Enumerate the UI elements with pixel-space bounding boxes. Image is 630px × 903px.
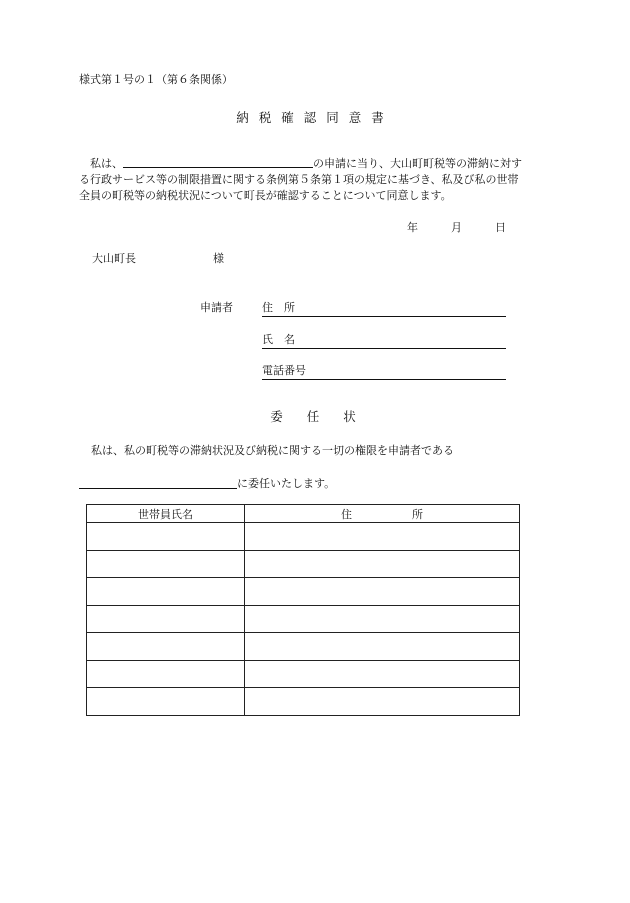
delegation-line xyxy=(79,475,335,491)
document-title: 納税確認同意書 xyxy=(236,110,394,125)
addressee-honorific: 様 xyxy=(213,252,224,265)
name-label: 氏 名 xyxy=(262,333,295,346)
date-year: 年 xyxy=(407,221,418,234)
member-name-cell[interactable] xyxy=(87,523,245,551)
member-name-cell[interactable] xyxy=(87,605,245,633)
consent-prefix: 私は、 xyxy=(90,157,123,170)
application-name-blank[interactable] xyxy=(123,156,313,168)
table-row xyxy=(87,633,520,661)
member-name-cell[interactable] xyxy=(87,660,245,688)
consent-suffix: の申請に当り、大山町町税等の滞納に対する行政サービス等の制限措置に関する条例第５条第１項の規定に基づき、私及び私の世帯全員の町税等の納税状況について町長が確認することについて同意します。 xyxy=(79,157,522,202)
applicant-phone-field[interactable] xyxy=(262,362,506,380)
member-name-cell[interactable] xyxy=(87,578,245,606)
delegation-text: 私は、私の町税等の滞納状況及び納税に関する一切の権限を申請者である xyxy=(91,444,454,457)
table-row xyxy=(87,688,520,716)
member-address-cell[interactable] xyxy=(245,660,520,688)
delegate-name-blank[interactable] xyxy=(79,475,237,489)
member-address-cell[interactable] xyxy=(245,605,520,633)
phone-label: 電話番号 xyxy=(262,364,306,377)
date-line xyxy=(0,219,506,235)
date-month: 月 xyxy=(451,221,462,234)
applicant-label: 申請者 xyxy=(200,301,233,314)
address-label: 住 所 xyxy=(262,301,295,314)
member-name-cell[interactable] xyxy=(87,550,245,578)
member-address-cell[interactable] xyxy=(245,578,520,606)
applicant-address-field[interactable] xyxy=(262,299,506,317)
table-row xyxy=(87,660,520,688)
applicant-name-field[interactable] xyxy=(262,331,506,349)
delegation-suffix: に委任いたします。 xyxy=(237,477,336,490)
member-address-cell[interactable] xyxy=(245,633,520,661)
household-members-table xyxy=(86,504,520,716)
table-row xyxy=(87,550,520,578)
delegation-title: 委任状 xyxy=(270,409,380,424)
member-name-header: 世帯員氏名 xyxy=(87,505,245,523)
form-number: 様式第１号の１（第６条関係） xyxy=(79,73,233,86)
table-header-row xyxy=(87,505,520,523)
addressee-name: 大山町長 xyxy=(92,252,136,265)
member-address-header: 住所 xyxy=(245,505,520,523)
table-row xyxy=(87,523,520,551)
member-name-cell[interactable] xyxy=(87,633,245,661)
table-row xyxy=(87,578,520,606)
date-day: 日 xyxy=(495,221,506,234)
consent-paragraph xyxy=(79,156,529,204)
member-address-cell[interactable] xyxy=(245,550,520,578)
member-address-cell[interactable] xyxy=(245,688,520,716)
table-row xyxy=(87,605,520,633)
member-address-cell[interactable] xyxy=(245,523,520,551)
member-name-cell[interactable] xyxy=(87,688,245,716)
